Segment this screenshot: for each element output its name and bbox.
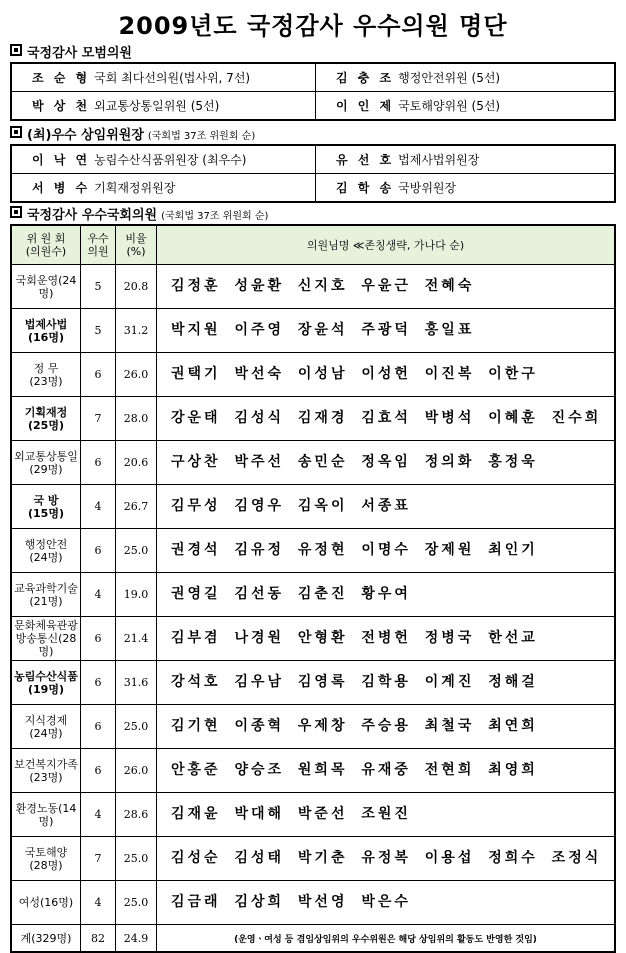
ratio-cell: 25.0 — [116, 837, 157, 881]
count-cell: 4 — [81, 881, 116, 925]
members-cell: 김기현 이종혁 우제창 주승용 최철국 최연희 — [157, 705, 616, 749]
ratio-cell: 25.0 — [116, 881, 157, 925]
committee-cell — [11, 265, 81, 309]
table-row — [11, 793, 615, 837]
members-cell: 구상찬 박주선 송민순 정옥임 정의화 홍정욱 — [157, 441, 616, 485]
committee-line: 국회운영(24명) — [15, 273, 77, 300]
committee-line: (23명) — [29, 770, 63, 784]
committee-line: 행정안전 — [24, 537, 68, 551]
members-cell: 김재윤 박대해 박준선 조원진 — [157, 793, 616, 837]
member-name: 유 선 호 — [336, 153, 395, 167]
chair-entry — [316, 174, 616, 203]
committee-line: (21명) — [29, 594, 63, 608]
ratio-cell: 20.8 — [116, 265, 157, 309]
count-cell: 6 — [81, 749, 116, 793]
model-entry — [11, 92, 316, 121]
member-desc: 농림수산식품위원장 (최우수) — [94, 153, 247, 167]
header-line: 의원 — [87, 245, 109, 258]
committee-line: (23명) — [29, 374, 63, 388]
model-entry — [11, 63, 316, 92]
members-cell: 권영길 김선동 김춘진 황우여 — [157, 573, 616, 617]
count-cell: 6 — [81, 353, 116, 397]
members-cell: 안홍준 양승조 원희목 유재중 전현희 최영희 — [157, 749, 616, 793]
committee-cell — [11, 749, 81, 793]
ratio-cell: 28.6 — [116, 793, 157, 837]
section-note: (국회법 37조 위원회 순) — [147, 131, 256, 142]
committee-cell — [11, 881, 81, 925]
section-model-heading — [10, 42, 132, 61]
committee-line: (29명) — [29, 462, 63, 476]
table-row — [11, 485, 615, 529]
committee-line: 국 방 — [33, 493, 59, 507]
table-row — [11, 309, 615, 353]
member-name: 조 순 형 — [32, 71, 91, 85]
members-cell: 강운태 김성식 김재경 김효석 박병석 이혜훈 진수희 — [157, 397, 616, 441]
total-row — [11, 925, 615, 953]
committee-cell — [11, 485, 81, 529]
model-members-box — [10, 62, 616, 121]
members-cell: 권경석 김유정 유정현 이명수 장제원 최인기 — [157, 529, 616, 573]
members-cell: 김부겸 나경원 안형환 전병헌 정병국 한선교 — [157, 617, 616, 661]
section-title: 국정감사 모범의원 — [27, 46, 132, 61]
member-name: 김 학 송 — [336, 181, 395, 195]
committee-line: 문화체육관광 — [14, 619, 78, 632]
header-line: 우수 — [87, 232, 109, 245]
header-count — [81, 225, 116, 265]
committee-cell — [11, 705, 81, 749]
committee-line: (24명) — [29, 726, 63, 740]
ratio-cell: 20.6 — [116, 441, 157, 485]
table-row — [11, 881, 615, 925]
total-label-cell: 계(329명) — [11, 925, 81, 953]
committee-cell — [11, 793, 81, 837]
committee-line: 방송통신(28명) — [15, 632, 77, 658]
committee-line: 보건복지가족 — [14, 757, 78, 771]
members-cell: 김정훈 성윤환 신지호 우윤근 전혜숙 — [157, 265, 616, 309]
count-cell: 5 — [81, 265, 116, 309]
count-cell: 6 — [81, 529, 116, 573]
count-cell: 6 — [81, 705, 116, 749]
table-row — [11, 705, 615, 749]
chair-entry — [316, 145, 616, 174]
header-line: (%) — [126, 245, 146, 258]
count-cell: 4 — [81, 573, 116, 617]
table-row — [11, 397, 615, 441]
model-entry — [316, 92, 616, 121]
chair-entry — [11, 174, 316, 203]
model-entry — [316, 63, 616, 92]
committee-line: (15명) — [28, 506, 64, 520]
committee-cell — [11, 837, 81, 881]
members-cell: 권택기 박선숙 이성남 이성헌 이진복 이한구 — [157, 353, 616, 397]
member-name: 김 충 조 — [336, 71, 395, 85]
member-name: 서 병 수 — [32, 181, 91, 195]
section-title: 국정감사 우수국회의원 — [27, 208, 158, 223]
committee-line: (19명) — [28, 682, 64, 696]
committee-line: (25명) — [28, 418, 64, 432]
member-desc: 국토해양위원 (5선) — [398, 99, 501, 113]
committee-line: 법제사법 — [24, 317, 68, 331]
table-row — [11, 749, 615, 793]
committee-cell — [11, 353, 81, 397]
committee-cell — [11, 397, 81, 441]
ratio-cell: 26.0 — [116, 749, 157, 793]
member-desc: 기획재정위원장 — [94, 181, 176, 195]
count-cell: 6 — [81, 617, 116, 661]
square-bullet-icon — [10, 206, 22, 218]
count-cell: 6 — [81, 661, 116, 705]
committee-line: 교육과학기술 — [14, 581, 78, 595]
committee-line: 국토해양 — [24, 845, 68, 859]
section-chair-heading — [10, 124, 255, 143]
committee-cell — [11, 441, 81, 485]
header-ratio — [116, 225, 157, 265]
member-desc: 법제사법위원장 — [398, 153, 480, 167]
count-cell: 4 — [81, 485, 116, 529]
header-committee — [11, 225, 81, 265]
total-count-cell: 82 — [81, 925, 116, 953]
committee-cell — [11, 309, 81, 353]
header-line: 비율 — [125, 232, 147, 245]
ratio-cell: 31.2 — [116, 309, 157, 353]
count-cell: 7 — [81, 837, 116, 881]
member-name: 이 인 제 — [336, 99, 395, 113]
table-row — [11, 529, 615, 573]
ratio-cell: 21.4 — [116, 617, 157, 661]
ratio-cell: 31.6 — [116, 661, 157, 705]
committee-cell — [11, 661, 81, 705]
table-row — [11, 441, 615, 485]
committee-line: 환경노동(14명) — [15, 801, 77, 828]
header-members: 의원님명 ≪존칭생략, 가나다 순) — [157, 225, 616, 265]
member-desc: 국회 최다선의원(법사위, 7선) — [94, 71, 251, 85]
committee-line: 농림수산식품 — [14, 669, 78, 683]
ratio-cell: 26.7 — [116, 485, 157, 529]
page-title: 2009년도 국정감사 우수의원 명단 — [118, 12, 508, 40]
section-title: (최)우수 상임위원장 — [27, 128, 144, 143]
table-row — [11, 617, 615, 661]
table-body — [11, 265, 615, 953]
best-members-table — [10, 224, 616, 953]
table-row — [11, 353, 615, 397]
committee-line: 기획재정 — [24, 405, 68, 419]
member-desc: 외교통상통일위원 (5선) — [94, 99, 220, 113]
count-cell: 7 — [81, 397, 116, 441]
members-cell: 김무성 김영우 김옥이 서종표 — [157, 485, 616, 529]
committee-line: 정 무 — [33, 361, 59, 375]
committee-line: (28명) — [29, 858, 63, 872]
members-cell: 박지원 이주영 장윤석 주광덕 홍일표 — [157, 309, 616, 353]
table-row — [11, 265, 615, 309]
total-note-cell: (운영ㆍ여성 등 겸임상임위의 우수위원은 해당 상임위의 활동도 반영한 것임) — [157, 925, 616, 953]
table-row — [11, 837, 615, 881]
header-line: 위 원 회 — [26, 232, 66, 245]
members-cell: 김금래 김상희 박선영 박은수 — [157, 881, 616, 925]
ratio-cell: 26.0 — [116, 353, 157, 397]
committee-line: 외교통상통일 — [14, 449, 78, 463]
section-note: (국회법 37조 위원회 순) — [161, 211, 269, 222]
table-row — [11, 661, 615, 705]
committee-line: (16명) — [28, 330, 64, 344]
committee-line: 여성(16명) — [18, 896, 74, 909]
member-name: 이 낙 연 — [32, 153, 91, 167]
committee-line: 지식경제 — [24, 713, 68, 727]
member-name: 박 상 천 — [32, 99, 91, 113]
chair-entry — [11, 145, 316, 174]
count-cell: 5 — [81, 309, 116, 353]
ratio-cell: 19.0 — [116, 573, 157, 617]
ratio-cell: 25.0 — [116, 529, 157, 573]
committee-line: (24명) — [29, 550, 63, 564]
committee-cell — [11, 617, 81, 661]
committee-cell — [11, 573, 81, 617]
square-bullet-icon — [10, 126, 22, 138]
count-cell: 4 — [81, 793, 116, 837]
ratio-cell: 28.0 — [116, 397, 157, 441]
members-cell: 강석호 김우남 김영록 김학용 이계진 정해걸 — [157, 661, 616, 705]
header-line: (의원수) — [25, 245, 67, 258]
square-bullet-icon — [10, 44, 22, 56]
count-cell: 6 — [81, 441, 116, 485]
chair-members-box — [10, 144, 616, 203]
committee-cell — [11, 529, 81, 573]
members-cell: 김성순 김성태 박기춘 유정복 이용섭 정희수 조정식 — [157, 837, 616, 881]
total-ratio-cell: 24.9 — [116, 925, 157, 953]
ratio-cell: 25.0 — [116, 705, 157, 749]
table-row — [11, 573, 615, 617]
section-best-heading — [10, 204, 268, 223]
member-desc: 국방위원장 — [398, 181, 457, 195]
member-desc: 행정안전위원 (5선) — [398, 71, 501, 85]
